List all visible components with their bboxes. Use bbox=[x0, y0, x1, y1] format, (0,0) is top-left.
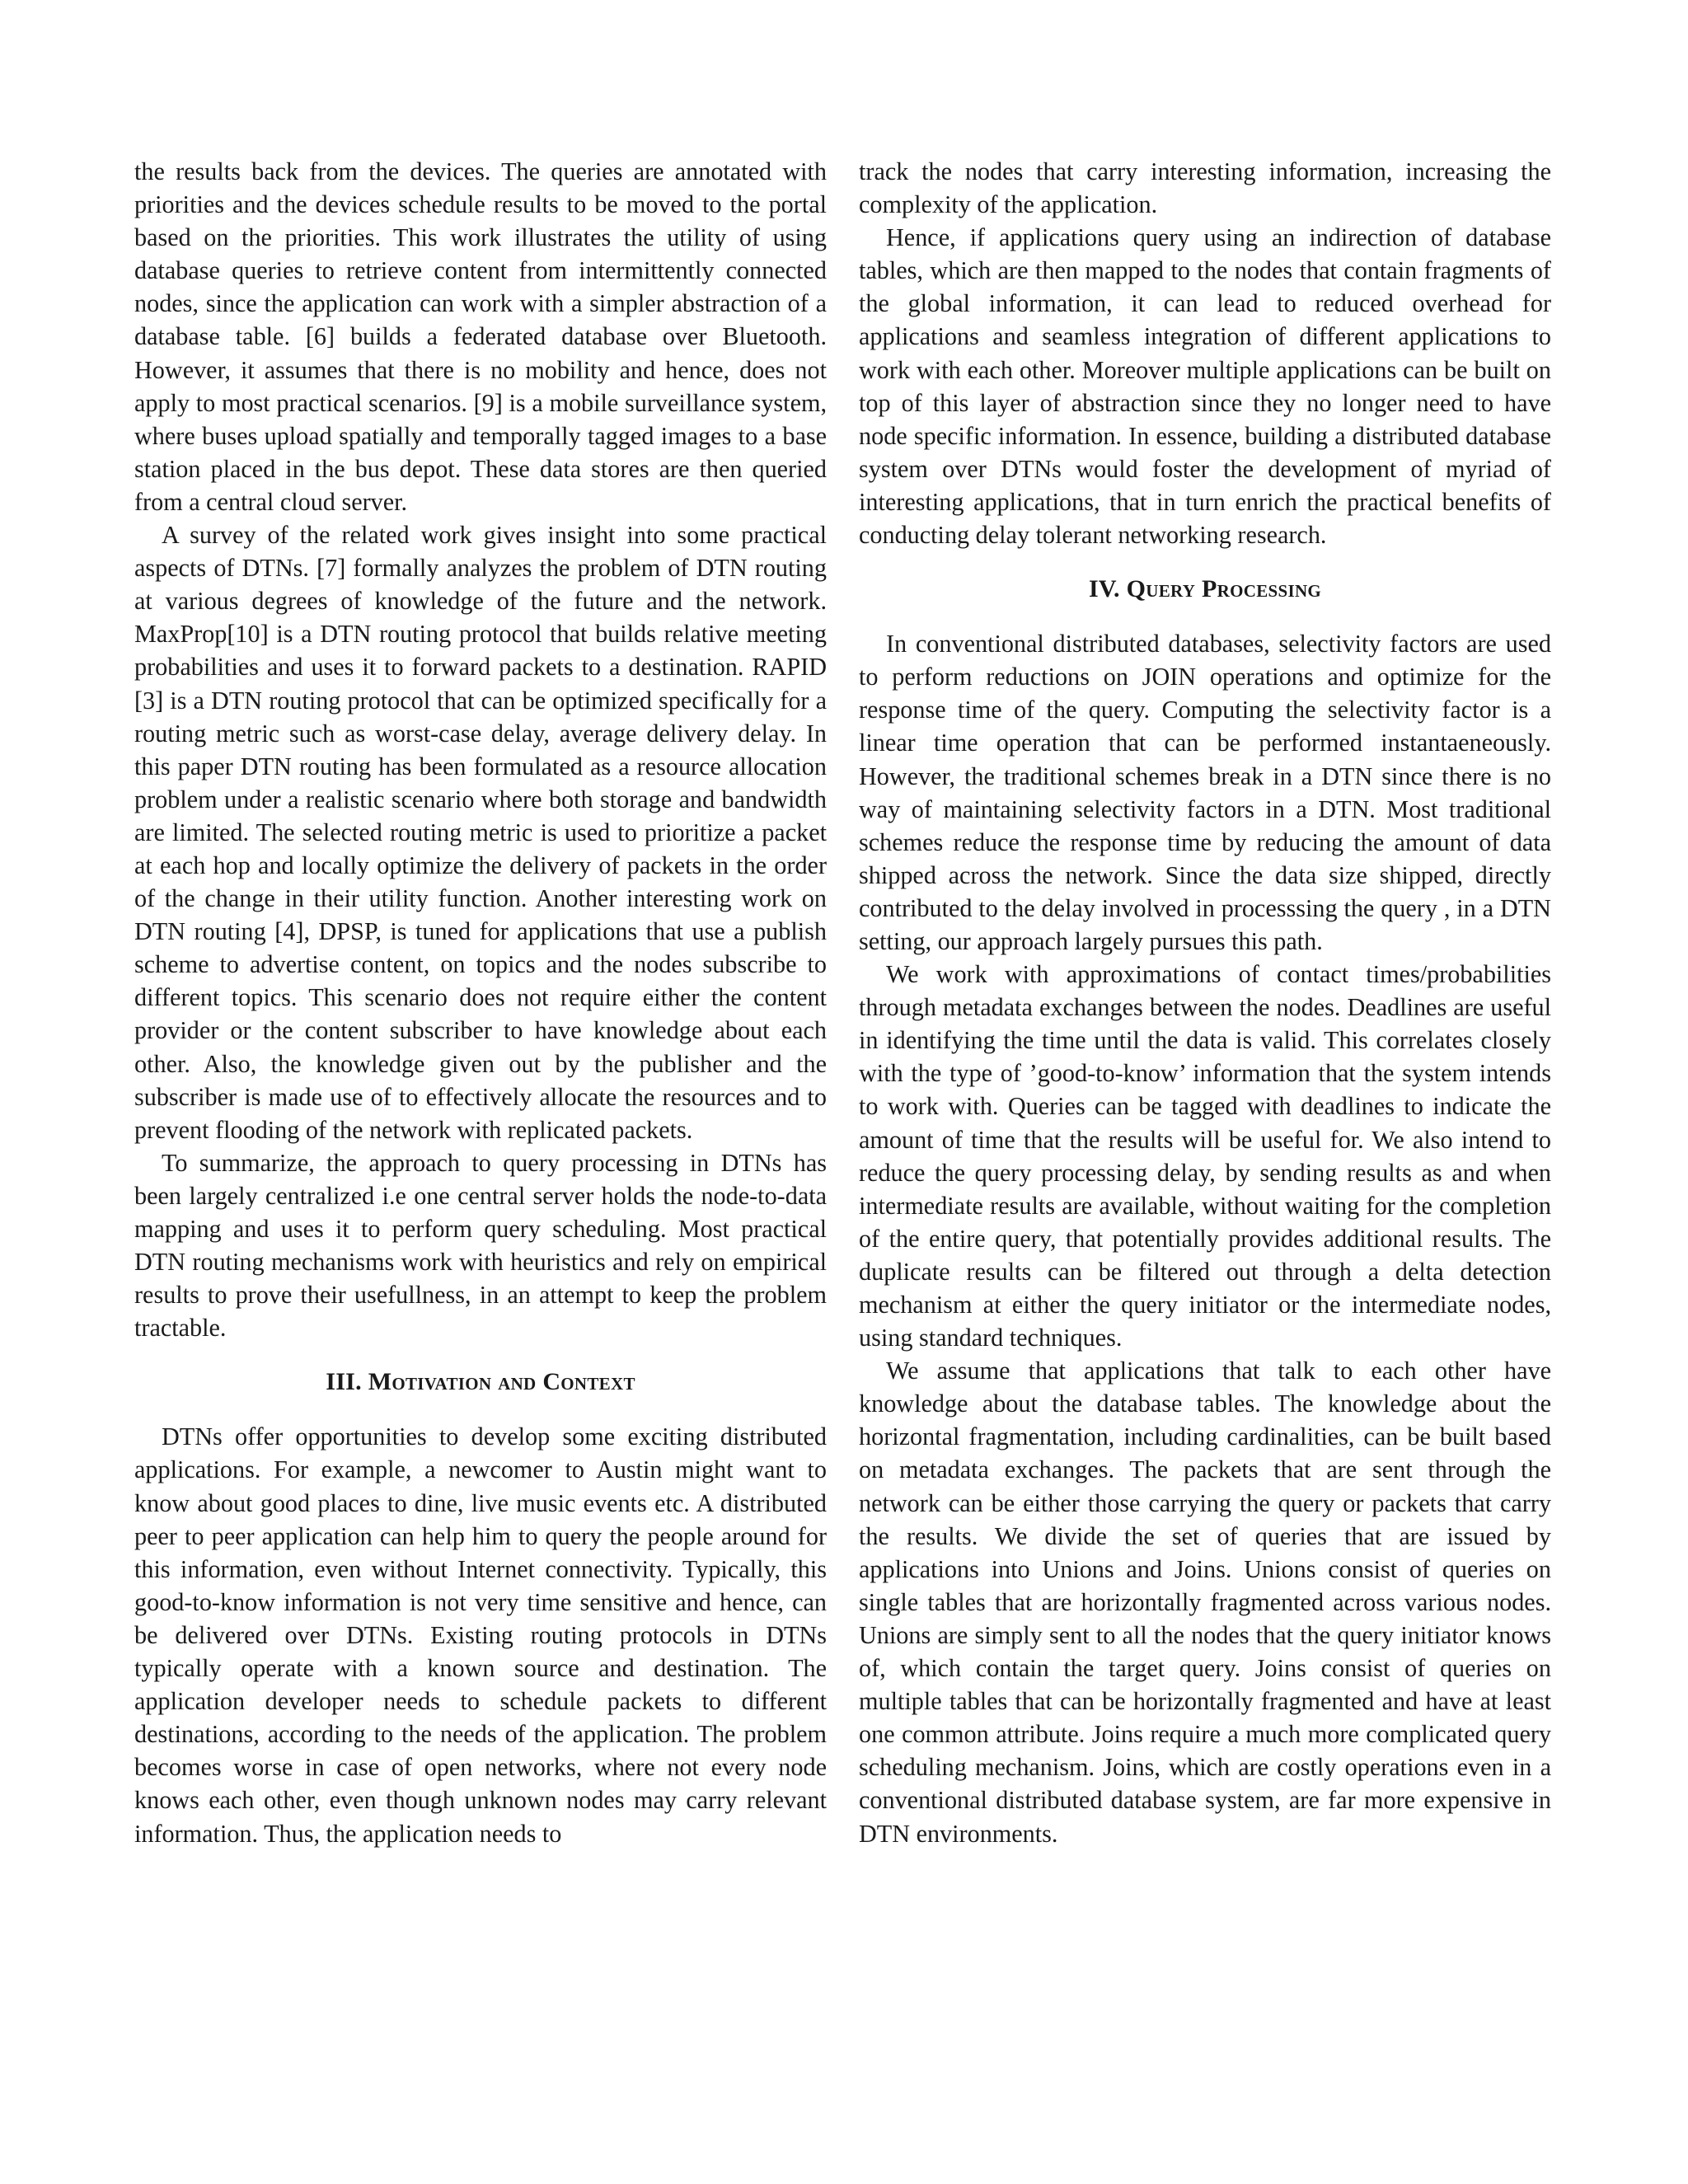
paragraph-motivation: DTNs offer opportunities to develop some exciting distributed applications. For example, a newcomer to Austin might want to know about good places to dine, live music events etc. A distributed peer to peer application can help him to query the people around for this information, even without Internet connectivity. Typically, this good-to-know information is not very time sensitive and hence, can be delivered over DTNs. Existing routing protocols in DTNs typically operate with a known source and destination. The application developer needs to schedule packets to different destinations, according to the needs of the application. The problem becomes worse in case of open networks, where not every node knows each other, even though unknown nodes may carry relevant information. Thus, the application needs to bbox=[134, 1422, 827, 1848]
paragraph-query-deadlines: We work with approximations of contact times/probabilities through metadata exchanges between the nodes. Deadlines are useful in identifying the time until the data is valid. This correlates closely with the type of ’good-to-know’ information that the system intends to work with. Queries can be tagged with deadlines to indicate the amount of time that the results will be useful for. We also intend to reduce the query processing delay, by sending results as and when intermediate results are available, without waiting for the completion of the entire query, that potentially provides additional results. The duplicate results can be filtered out through a delta detection mechanism at either the query initiator or the intermediate nodes, using standard techniques. bbox=[859, 960, 1551, 1352]
section-heading-query-processing: IV. Query Processing bbox=[1088, 575, 1322, 603]
paragraph-motivation-indirection: Hence, if applications query using an indirection of database tables, which are then mapped to the nodes that contain fragments of the global information, it can lead to reduced overhead for applications and seamless integration of different applications to work with each other. Moreover multiple applications can be built on top of this layer of abstraction since they no longer need to have node specific information. In essence, building a distributed database system over DTNs would foster the development of myriad of interesting applications, that in turn enrich the practical benefits of conducting delay tolerant networking research. bbox=[859, 223, 1551, 550]
paragraph-related-work-summary: To summarize, the approach to query processing in DTNs has been largely centralized i.e one central server holds the node-to-data mapping and uses it to perform query scheduling. Most practical DTN routing mechanisms work with heuristics and rely on empirical results to prove their usefullness, in an attempt to keep the problem tractable. bbox=[134, 1148, 827, 1343]
section-heading-motivation: III. Motivation and Context bbox=[326, 1368, 635, 1396]
paragraph-motivation-continued: track the nodes that carry interesting information, increasing the complexity of the application. bbox=[859, 157, 1551, 219]
paragraph-query-selectivity: In conventional distributed databases, selectivity factors are used to perform reductions on JOIN operations and optimize for the response time of the query. Computing the selectivity factor is a linear time operation that can be performed instantaeneously. However, the traditional schemes break in a DTN since there is no way of maintaining selectivity factors in a DTN. Most traditional schemes reduce the response time by reducing the amount of data shipped across the network. Since the data size shipped, directly contributed to the delay involved in processsing the query , in a DTN setting, our approach largely pursues this path. bbox=[859, 630, 1551, 955]
left-column bbox=[134, 155, 827, 1850]
right-column bbox=[859, 155, 1551, 1850]
paragraph-related-work-survey: A survey of the related work gives insight into some practical aspects of DTNs. [7] formally analyzes the problem of DTN routing at various degrees of knowledge of the future and the network. MaxProp[10] is a DTN routing protocol that builds relative meeting probabilities and uses it to forward packets to a destination. RAPID [3] is a DTN routing protocol that can be optimized specifically for a routing metric such as worst-case delay, average delivery delay. In this paper DTN routing has been formulated as a resource allocation problem under a realistic scenario where both storage and bandwidth are limited. The selected routing metric is used to prioritize a packet at each hop and locally optimize the delivery of packets in the order of the change in their utility function. Another interesting work on DTN routing [4], DPSP, is tuned for applications that use a publish scheme to advertise content, on topics and the nodes subscribe to different topics. This scenario does not require either the content provider or the content subscriber to have knowledge about each other. Also, the knowledge given out by the publisher and the subscriber is made use of to effectively allocate the resources and to prevent flooding of the network with replicated packets. bbox=[134, 521, 827, 1144]
paragraph-related-work-continued: the results back from the devices. The queries are annotated with priorities and the devices schedule results to be moved to the portal based on the priorities. This work illustrates the utility of using database queries to retrieve content from intermittently connected nodes, since the application can work with a simpler abstraction of a database table. [6] builds a federated database over Bluetooth. However, it assumes that there is no mobility and hence, does not apply to most practical scenarios. [9] is a mobile surveillance system, where buses upload spatially and temporally tagged images to a base station placed in the bus depot. These data stores are then queried from a central cloud server. bbox=[134, 157, 827, 516]
paragraph-query-unions-joins: We assume that applications that talk to each other have knowledge about the database tables. The knowledge about the horizontal fragmentation, including cardinalities, can be built based on metadata exchanges. The packets that are sent through the network can be either those carrying the query or packets that carry the results. We divide the set of queries that are issued by applications into Unions and Joins. Unions consist of queries on single tables that are horizontally fragmented across various nodes. Unions are simply sent to all the nodes that the query initiator knows of, which contain the target query. Joins consist of queries on multiple tables that can be horizontally fragmented and have at least one common attribute. Joins require a much more complicated query scheduling mechanism. Joins, which are costly operations even in a conventional distributed database system, are far more expensive in DTN environments. bbox=[859, 1357, 1551, 1848]
